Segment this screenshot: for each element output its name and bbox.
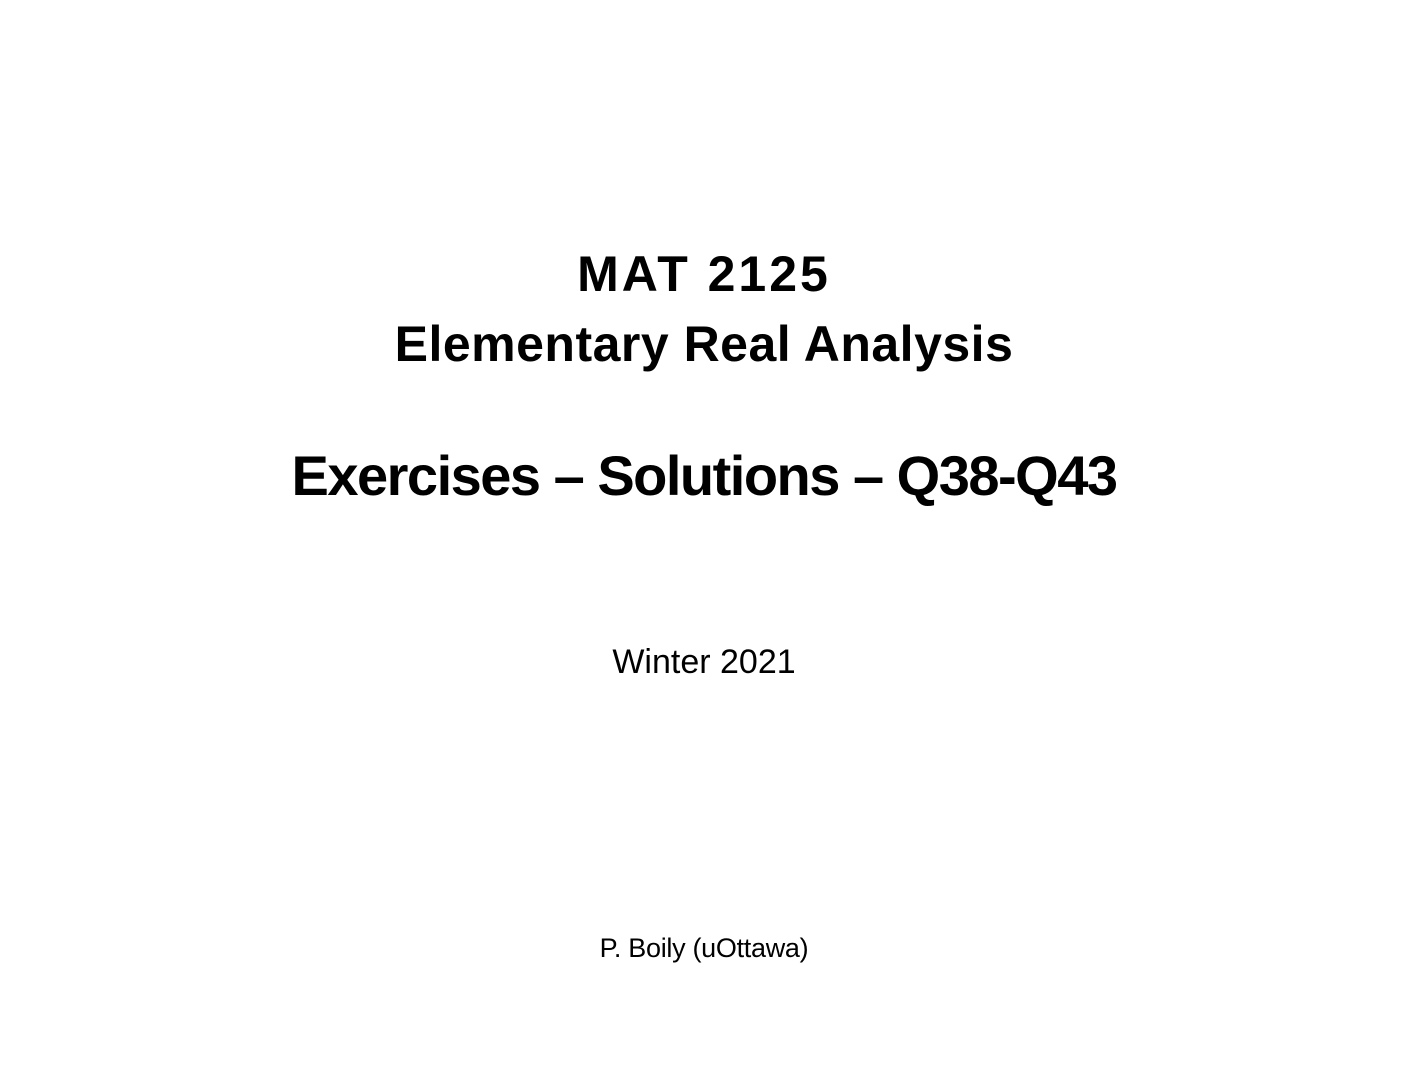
course-code-heading: MAT 2125 [577, 246, 831, 302]
course-title-heading: Elementary Real Analysis [394, 316, 1014, 372]
term-date: Winter 2021 [612, 643, 796, 681]
document-title: Exercises – Solutions – Q38-Q43 [291, 444, 1117, 507]
author-name: P. Boily (uOttawa) [599, 933, 809, 963]
